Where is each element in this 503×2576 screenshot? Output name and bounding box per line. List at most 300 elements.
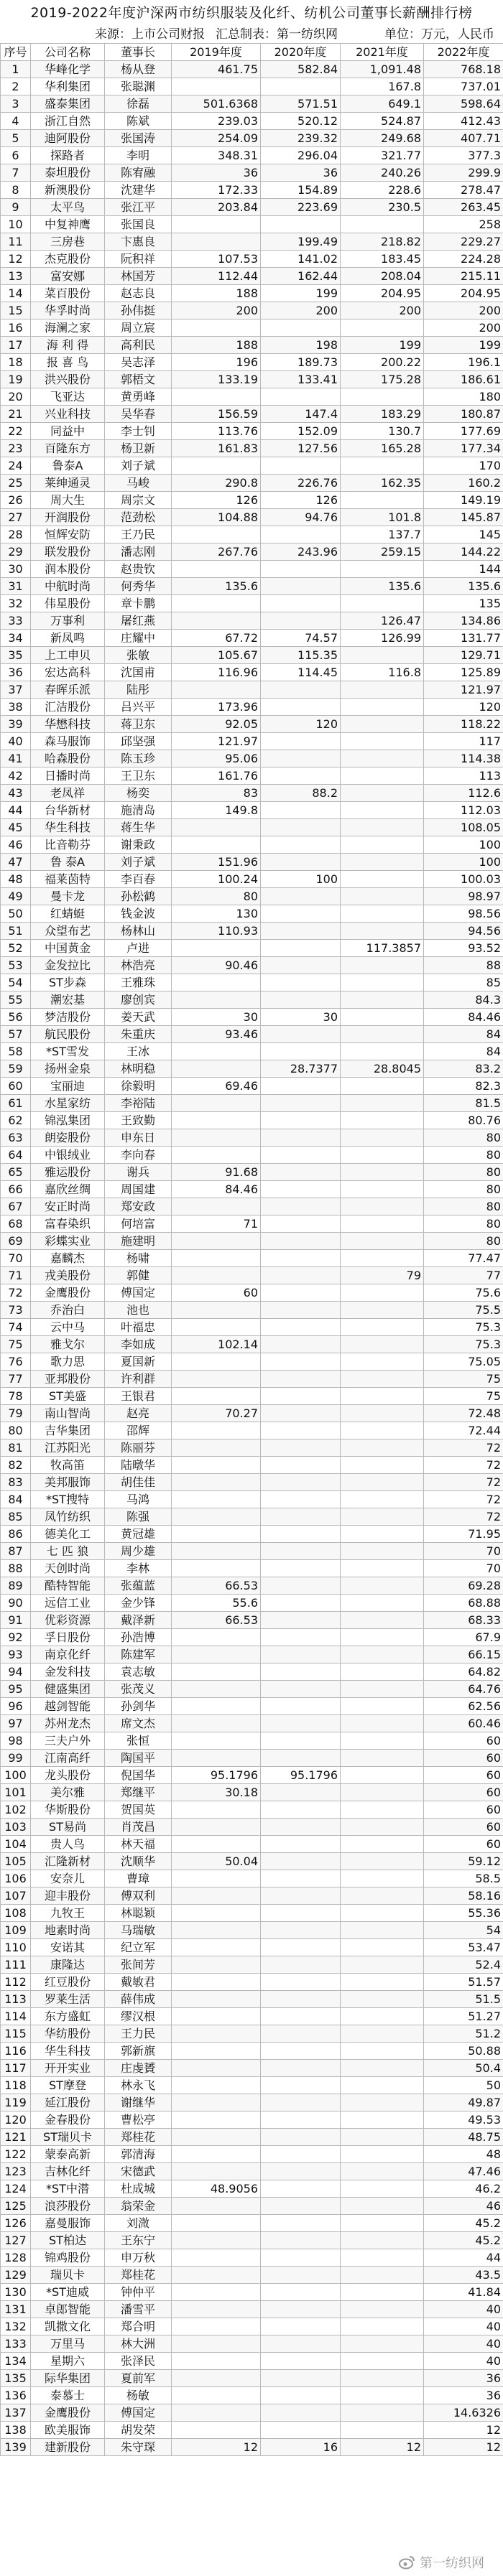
cell-chairman: 蒋生华 <box>105 819 172 836</box>
cell-company: *ST迪威 <box>31 2284 105 2301</box>
cell-2019: 113.76 <box>172 423 261 440</box>
cell-chairman: 胡发荣 <box>105 2422 172 2439</box>
cell-2019 <box>172 1422 261 1439</box>
cell-company: 中国黄金 <box>31 940 105 957</box>
table-row <box>1 836 503 854</box>
cell-rank: 47 <box>1 854 31 871</box>
cell-company: 开开实业 <box>31 2060 105 2077</box>
cell-chairman: 陈建军 <box>105 1646 172 1663</box>
table-row <box>1 1095 503 1112</box>
cell-2022: 60 <box>424 1819 503 1836</box>
cell-2019: 50.04 <box>172 1853 261 1870</box>
cell-2020 <box>261 957 341 974</box>
cell-2021: 183.29 <box>341 406 424 423</box>
cell-2020 <box>261 2249 341 2267</box>
cell-2021 <box>341 1422 424 1439</box>
cell-chairman: 翁荣金 <box>105 2198 172 2215</box>
cell-company: 泰坦股份 <box>31 164 105 182</box>
cell-chairman: 王致勤 <box>105 1112 172 1129</box>
cell-2021 <box>341 1767 424 1784</box>
cell-chairman: 庄耀中 <box>105 630 172 647</box>
table-row <box>1 2043 503 2060</box>
table-row <box>1 2387 503 2404</box>
cell-chairman: 傅国定 <box>105 2404 172 2422</box>
cell-2020 <box>261 1681 341 1698</box>
cell-2021: 137.7 <box>341 526 424 543</box>
cell-2019: 104.88 <box>172 509 261 526</box>
cell-2019: 91.68 <box>172 1164 261 1181</box>
table-row <box>1 2094 503 2111</box>
cell-company: 泰慕士 <box>31 2387 105 2404</box>
table-row <box>1 302 503 319</box>
cell-company: 中复神鹰 <box>31 216 105 233</box>
cell-2020 <box>261 888 341 905</box>
cell-chairman: 郭梧文 <box>105 371 172 388</box>
table-row <box>1 337 503 354</box>
cell-2019: 188 <box>172 285 261 302</box>
cell-chairman: 林天福 <box>105 1836 172 1853</box>
cell-chairman: 李向春 <box>105 1147 172 1164</box>
cell-company: 红豆股份 <box>31 1974 105 1991</box>
cell-2020: 199.49 <box>261 233 341 251</box>
cell-2022: 72 <box>424 1508 503 1526</box>
cell-rank: 34 <box>1 630 31 647</box>
cell-2020 <box>261 2008 341 2025</box>
header-2019: 2019年度 <box>172 44 261 61</box>
cell-2021: 230.5 <box>341 199 424 216</box>
cell-2022: 44 <box>424 2249 503 2267</box>
cell-2020: 74.57 <box>261 630 341 647</box>
cell-chairman: 夏前军 <box>105 2370 172 2387</box>
cell-chairman: 张国涛 <box>105 130 172 147</box>
cell-2021: 259.15 <box>341 543 424 561</box>
cell-2020 <box>261 1457 341 1474</box>
cell-2022: 135 <box>424 595 503 612</box>
cell-2022: 12 <box>424 2422 503 2439</box>
cell-company: 浙江自然 <box>31 113 105 130</box>
cell-2022: 199 <box>424 337 503 354</box>
cell-2021 <box>341 1991 424 2008</box>
cell-2022: 50.4 <box>424 2060 503 2077</box>
cell-2020 <box>261 78 341 95</box>
cell-2022: 72 <box>424 1457 503 1474</box>
cell-2020 <box>261 2180 341 2198</box>
cell-rank: 87 <box>1 1543 31 1560</box>
cell-chairman: 沈国甫 <box>105 664 172 681</box>
cell-2021 <box>341 1629 424 1646</box>
cell-company: 兴业科技 <box>31 406 105 423</box>
cell-company: 太平鸟 <box>31 199 105 216</box>
cell-2022: 299.9 <box>424 164 503 182</box>
cell-company: 探路者 <box>31 147 105 164</box>
cell-2020 <box>261 1353 341 1371</box>
table-row <box>1 1681 503 1698</box>
cell-chairman: 谢兵 <box>105 1164 172 1181</box>
cell-2022: 75 <box>424 1388 503 1405</box>
cell-rank: 107 <box>1 1887 31 1905</box>
cell-chairman: 袁志敏 <box>105 1663 172 1681</box>
header-2022: 2022年度 <box>424 44 503 61</box>
cell-2021 <box>341 1560 424 1577</box>
cell-2021 <box>341 1887 424 1905</box>
cell-rank: 76 <box>1 1353 31 1371</box>
cell-2021 <box>341 1302 424 1319</box>
table-row <box>1 750 503 767</box>
cell-company: 中银绒业 <box>31 1147 105 1164</box>
table-row <box>1 2198 503 2215</box>
cell-rank: 22 <box>1 423 31 440</box>
table-row <box>1 1870 503 1887</box>
cell-2022: 196.1 <box>424 354 503 371</box>
header-rank: 序号 <box>1 44 31 61</box>
cell-rank: 94 <box>1 1663 31 1681</box>
cell-chairman: 曹松亭 <box>105 2111 172 2129</box>
cell-rank: 116 <box>1 2043 31 2060</box>
cell-2022: 94.56 <box>424 923 503 940</box>
cell-2022: 45.2 <box>424 2215 503 2232</box>
cell-company: 宏达高科 <box>31 664 105 681</box>
cell-2020 <box>261 1612 341 1629</box>
cell-2021: 167.8 <box>341 78 424 95</box>
cell-chairman: 马峻 <box>105 475 172 492</box>
cell-chairman: 谢继华 <box>105 2094 172 2111</box>
cell-rank: 32 <box>1 595 31 612</box>
cell-2019: 151.96 <box>172 854 261 871</box>
cell-chairman: 朱重庆 <box>105 1026 172 1043</box>
cell-2022: 49.87 <box>424 2094 503 2111</box>
cell-company: 海 利 得 <box>31 337 105 354</box>
cell-2020 <box>261 733 341 750</box>
table-row <box>1 1577 503 1595</box>
cell-company: 吉华集团 <box>31 1422 105 1439</box>
cell-chairman: 刘子斌 <box>105 854 172 871</box>
cell-rank: 108 <box>1 1905 31 1922</box>
cell-company: 凤竹纺织 <box>31 1508 105 1526</box>
cell-2021 <box>341 561 424 578</box>
cell-rank: 44 <box>1 802 31 819</box>
cell-company: 新凤鸣 <box>31 630 105 647</box>
cell-company: 森马服饰 <box>31 733 105 750</box>
cell-2020 <box>261 1164 341 1181</box>
cell-2019 <box>172 819 261 836</box>
cell-company: 华纺股份 <box>31 2025 105 2043</box>
cell-2019: 196 <box>172 354 261 371</box>
cell-chairman: 杨敏 <box>105 2387 172 2404</box>
cell-2022: 80 <box>424 1129 503 1147</box>
cell-company: 东方盛虹 <box>31 2008 105 2025</box>
cell-2022: 47.46 <box>424 2163 503 2180</box>
cell-rank: 126 <box>1 2215 31 2232</box>
cell-2022: 100 <box>424 836 503 854</box>
cell-chairman: 戴泽新 <box>105 1612 172 1629</box>
cell-2019 <box>172 2043 261 2060</box>
cell-company: 同益中 <box>31 423 105 440</box>
cell-rank: 60 <box>1 1078 31 1095</box>
cell-company: 恒辉安防 <box>31 526 105 543</box>
cell-2021 <box>341 1974 424 1991</box>
cell-2020 <box>261 750 341 767</box>
cell-chairman: 吴华春 <box>105 406 172 423</box>
table-row <box>1 216 503 233</box>
cell-2019 <box>172 1302 261 1319</box>
cell-rank: 23 <box>1 440 31 457</box>
cell-2021 <box>341 2370 424 2387</box>
table-row <box>1 733 503 750</box>
cell-2020 <box>261 1836 341 1853</box>
cell-chairman: 贺国英 <box>105 1801 172 1819</box>
table-row <box>1 2301 503 2318</box>
cell-2019 <box>172 1801 261 1819</box>
cell-2021 <box>341 319 424 337</box>
cell-chairman: 陈玉珍 <box>105 750 172 767</box>
cell-company: 联发股份 <box>31 543 105 561</box>
cell-2020 <box>261 1233 341 1250</box>
cell-2020 <box>261 2146 341 2163</box>
cell-2022: 135.6 <box>424 578 503 595</box>
cell-company: 七 匹 狼 <box>31 1543 105 1560</box>
table-row <box>1 1629 503 1646</box>
cell-2019: 173.96 <box>172 699 261 716</box>
table-body <box>1 61 503 2456</box>
cell-2020 <box>261 1663 341 1681</box>
cell-2020 <box>261 991 341 1009</box>
cell-2020 <box>261 1698 341 1715</box>
table-row <box>1 1181 503 1198</box>
watermark-text: 第一纺织网 <box>420 2556 484 2571</box>
cell-2019 <box>172 681 261 699</box>
cell-2019 <box>172 1267 261 1284</box>
cell-company: 歌力思 <box>31 1353 105 1371</box>
cell-2021 <box>341 2335 424 2353</box>
cell-2019: 107.53 <box>172 251 261 268</box>
cell-2022: 12 <box>424 2439 503 2456</box>
cell-2019: 348.31 <box>172 147 261 164</box>
cell-chairman: 傅双利 <box>105 1887 172 1905</box>
cell-rank: 98 <box>1 1732 31 1750</box>
cell-chairman: 胡佳佳 <box>105 1474 172 1491</box>
cell-company: ST柏达 <box>31 2232 105 2249</box>
cell-2021 <box>341 1250 424 1267</box>
salary-table <box>0 43 503 2456</box>
cell-2022: 64.82 <box>424 1663 503 1681</box>
cell-2019 <box>172 1922 261 1939</box>
cell-rank: 40 <box>1 733 31 750</box>
table-row <box>1 819 503 836</box>
cell-2019 <box>172 1991 261 2008</box>
cell-rank: 118 <box>1 2077 31 2094</box>
cell-2021 <box>341 2043 424 2060</box>
cell-rank: 36 <box>1 664 31 681</box>
cell-rank: 105 <box>1 1853 31 1870</box>
cell-2022: 40 <box>424 2318 503 2335</box>
cell-chairman: 孙剑华 <box>105 1698 172 1715</box>
cell-2019 <box>172 319 261 337</box>
cell-2021 <box>341 1819 424 1836</box>
cell-company: 开润股份 <box>31 509 105 526</box>
cell-2022: 131.77 <box>424 630 503 647</box>
table-row <box>1 716 503 733</box>
cell-2021: 228.6 <box>341 182 424 199</box>
table-row <box>1 612 503 630</box>
table-row <box>1 440 503 457</box>
cell-2020 <box>261 526 341 543</box>
cell-2022: 93.52 <box>424 940 503 957</box>
cell-chairman: 马瑞敏 <box>105 1922 172 1939</box>
cell-2019: 161.83 <box>172 440 261 457</box>
cell-2020 <box>261 561 341 578</box>
cell-2020 <box>261 1939 341 1956</box>
cell-rank: 88 <box>1 1560 31 1577</box>
cell-2021: 649.1 <box>341 95 424 113</box>
cell-2022: 49.53 <box>424 2111 503 2129</box>
table-row <box>1 1474 503 1491</box>
cell-2019 <box>172 1887 261 1905</box>
cell-chairman: 何培富 <box>105 1215 172 1233</box>
cell-2022: 46 <box>424 2198 503 2215</box>
cell-rank: 3 <box>1 95 31 113</box>
cell-company: 比音勒芬 <box>31 836 105 854</box>
cell-2020 <box>261 612 341 630</box>
cell-2019 <box>172 1974 261 1991</box>
cell-2020 <box>261 1560 341 1577</box>
cell-2019 <box>172 2353 261 2370</box>
cell-2021 <box>341 923 424 940</box>
cell-company: 迪阿股份 <box>31 130 105 147</box>
cell-rank: 93 <box>1 1646 31 1663</box>
cell-rank: 2 <box>1 78 31 95</box>
cell-rank: 117 <box>1 2060 31 2077</box>
cell-chairman: 林明稳 <box>105 1060 172 1078</box>
cell-2019: 161.76 <box>172 767 261 785</box>
cell-2021 <box>341 1784 424 1801</box>
cell-2020 <box>261 1181 341 1198</box>
cell-company: 富春染织 <box>31 1215 105 1233</box>
cell-2022: 41.84 <box>424 2284 503 2301</box>
cell-2021: 116.8 <box>341 664 424 681</box>
table-row <box>1 1508 503 1526</box>
cell-rank: 18 <box>1 354 31 371</box>
cell-2019: 105.67 <box>172 647 261 664</box>
cell-rank: 6 <box>1 147 31 164</box>
cell-2020 <box>261 1422 341 1439</box>
cell-2020 <box>261 905 341 923</box>
cell-2022: 60 <box>424 1801 503 1819</box>
cell-chairman: 孙伟挺 <box>105 302 172 319</box>
cell-2021 <box>341 2301 424 2318</box>
table-row <box>1 699 503 716</box>
cell-2022: 88 <box>424 957 503 974</box>
cell-2019 <box>172 2094 261 2111</box>
cell-2019: 126 <box>172 492 261 509</box>
table-row <box>1 1233 503 1250</box>
cell-2022: 53.47 <box>424 1939 503 1956</box>
cell-2021 <box>341 1801 424 1819</box>
cell-2019: 135.6 <box>172 578 261 595</box>
cell-chairman: 倪国华 <box>105 1767 172 1784</box>
cell-2022: 36 <box>424 2370 503 2387</box>
table-row <box>1 1164 503 1181</box>
cell-2021 <box>341 1956 424 1974</box>
cell-2020 <box>261 1595 341 1612</box>
cell-rank: 1 <box>1 61 31 78</box>
cell-2019 <box>172 1112 261 1129</box>
cell-rank: 17 <box>1 337 31 354</box>
page-title: 2019-2022年度沪深两市纺织服装及化纤、纺机公司董事长薪酬排行榜 <box>30 5 473 21</box>
cell-rank: 96 <box>1 1698 31 1715</box>
table-row <box>1 354 503 371</box>
cell-2021: 101.8 <box>341 509 424 526</box>
compiler-label: 汇总制表：第一纺织网 <box>216 27 338 42</box>
table-row <box>1 1078 503 1095</box>
cell-2021 <box>341 1732 424 1750</box>
cell-rank: 119 <box>1 2094 31 2111</box>
cell-2022: 177.34 <box>424 440 503 457</box>
cell-company: 嘉曼服饰 <box>31 2215 105 2232</box>
cell-company: 安奈儿 <box>31 1870 105 1887</box>
cell-2019: 71 <box>172 1215 261 1233</box>
cell-company: 台华新材 <box>31 802 105 819</box>
cell-2021 <box>341 1646 424 1663</box>
cell-company: 华生科技 <box>31 819 105 836</box>
cell-company: 瑞贝卡 <box>31 2267 105 2284</box>
cell-2021 <box>341 1388 424 1405</box>
cell-2022: 114.38 <box>424 750 503 767</box>
cell-2019 <box>172 1474 261 1491</box>
table-row <box>1 2249 503 2267</box>
cell-chairman: 林国芳 <box>105 268 172 285</box>
cell-rank: 62 <box>1 1112 31 1129</box>
cell-chairman: 朱守琛 <box>105 2439 172 2456</box>
cell-2019 <box>172 1491 261 1508</box>
cell-rank: 103 <box>1 1819 31 1836</box>
cell-rank: 80 <box>1 1422 31 1439</box>
cell-2022: 52.4 <box>424 1956 503 1974</box>
cell-company: 莱绅通灵 <box>31 475 105 492</box>
cell-rank: 26 <box>1 492 31 509</box>
cell-chairman: 郑桂花 <box>105 2267 172 2284</box>
cell-chairman: 陶国平 <box>105 1750 172 1767</box>
cell-chairman: 郑桂花 <box>105 2129 172 2146</box>
table-row <box>1 1663 503 1681</box>
cell-chairman: 李裕陆 <box>105 1095 172 1112</box>
cell-rank: 63 <box>1 1129 31 1147</box>
cell-chairman: 阮积祥 <box>105 251 172 268</box>
table-row <box>1 2008 503 2025</box>
table-row <box>1 1250 503 1267</box>
cell-2020 <box>261 1870 341 1887</box>
cell-chairman: 许利群 <box>105 1371 172 1388</box>
cell-2022: 75.6 <box>424 1284 503 1302</box>
cell-2021 <box>341 1491 424 1508</box>
cell-company: 宝丽迪 <box>31 1078 105 1095</box>
cell-2021 <box>341 1095 424 1112</box>
cell-2020 <box>261 388 341 406</box>
cell-2022: 70 <box>424 1543 503 1560</box>
cell-2021 <box>341 1181 424 1198</box>
cell-2020 <box>261 1750 341 1767</box>
cell-rank: 10 <box>1 216 31 233</box>
cell-2022: 100.03 <box>424 871 503 888</box>
cell-2022: 46.2 <box>424 2180 503 2198</box>
cell-2019: 112.44 <box>172 268 261 285</box>
cell-2019 <box>172 1870 261 1887</box>
cell-company: 春晖乐派 <box>31 681 105 699</box>
cell-2022: 77 <box>424 1267 503 1284</box>
cell-2021 <box>341 2094 424 2111</box>
cell-rank: 65 <box>1 1164 31 1181</box>
cell-2019: 100.24 <box>172 871 261 888</box>
table-row <box>1 923 503 940</box>
